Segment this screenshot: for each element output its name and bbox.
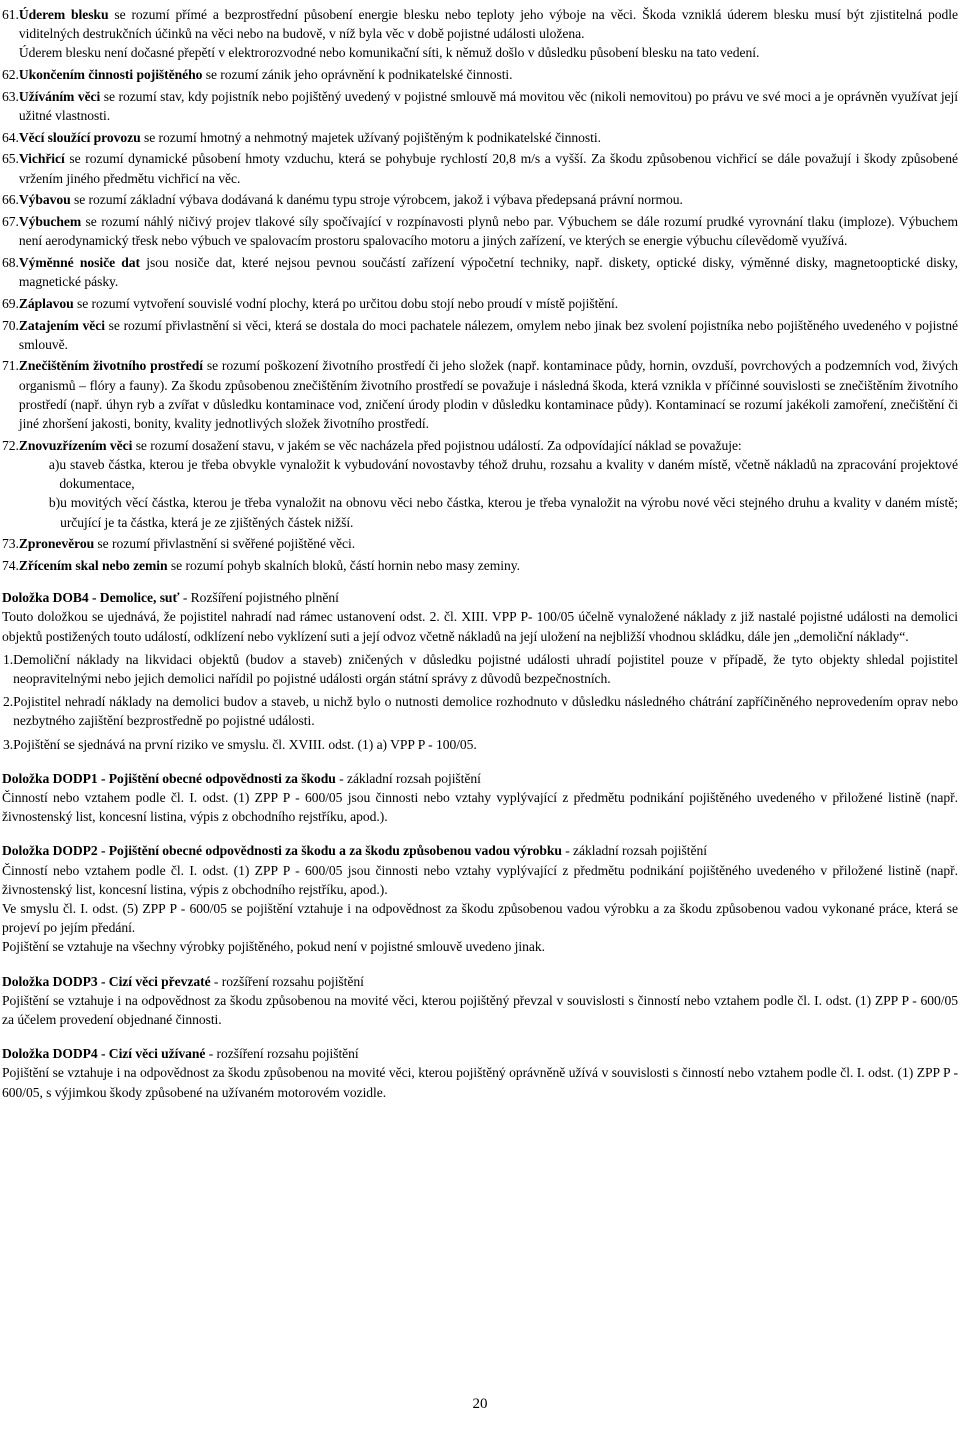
clause-title-suffix: - rozšíření rozsahu pojištění xyxy=(210,973,364,989)
definition-paragraph xyxy=(19,294,958,313)
definition-term: Výbavou xyxy=(18,192,71,208)
definition-body xyxy=(19,556,958,575)
definition-term: Vichřicí xyxy=(18,151,65,167)
definition-item xyxy=(2,190,958,209)
definition-number: 66. xyxy=(2,192,19,208)
definition-item xyxy=(2,436,958,532)
definition-body xyxy=(19,65,958,84)
definition-body xyxy=(19,212,958,250)
definition-number: 72. xyxy=(2,437,19,453)
clause-section xyxy=(2,588,958,754)
definition-number: 65. xyxy=(2,151,19,167)
subitem-label: a) xyxy=(48,456,60,472)
clause-paragraph: Činností nebo vztahem podle čl. I. odst. (1) ZPP P - 600/05 jsou činnosti nebo vztahy vyplývající z předmětu podnikání pojištěného uvedeného v přiložené listině (např. živnostenský list, koncesní listina, výpis z obchodního rejstříku, apod.). xyxy=(2,862,958,897)
numbered-text: Demoliční náklady na likvidaci objektů (budov a staveb) zničených v důsledku pojistné události uhradí pojistitel pouze v případě, že tyto objekty shledal pojistitel neopravitelnými nebo jejich demolici nařídil po pojistné události orgán státní správy z důvodů bezpečnostních. xyxy=(13,651,958,686)
clause-paragraph: Ve smyslu čl. I. odst. (5) ZPP P - 600/05 se pojištění vztahuje i na odpovědnost za škodu způsobenou vadou výrobku a za škodu způsobenou vadou vykonané práce, která se projeví po jejím předání. xyxy=(2,901,958,936)
definition-text: jsou nosiče dat, které nejsou pevnou součástí zařízení výpočetní techniky, např. diskety, optické disky, výměnné disky, magnetooptické disky, magnetické pásky. xyxy=(18,254,958,290)
clause-paragraph: Činností nebo vztahem podle čl. I. odst. (1) ZPP P - 600/05 jsou činnosti nebo vztahy vyplývající z předmětu podnikání pojištěného uvedeného v přiložené listině (např. živnostenský list, koncesní listina, výpis z obchodního rejstříku, apod.). xyxy=(2,790,958,825)
definition-term: Zatajením věci xyxy=(18,317,105,333)
definition-item xyxy=(2,556,958,575)
clause-paragraph: Pojištění se vztahuje na všechny výrobky pojištěného, pokud není v pojistné smlouvě uvedeno jinak. xyxy=(2,939,545,955)
definition-text: se rozumí základní výbava dodávaná k danému typu stroje výrobcem, jakož i výbava předepsaná právní normou. xyxy=(70,192,683,208)
definition-text: se rozumí náhlý ničivý projev tlakové síly spočívající v rozpínavosti plynů nebo par. Výbuchem se dále rozumí prudké vyrovnání tlaku (imploze). Výbuchem není aerodynamický třesk nebo výbuch ve spalovacím prostoru spalovacího motoru a jiných zařízení, ve kterých se energie výbuchu cílevědomě využívá. xyxy=(18,214,958,249)
definition-paragraph xyxy=(19,190,958,209)
definition-text: se rozumí stav, kdy pojistník nebo pojištěný uvedený v pojistné smlouvě má movitou věc (nikoli nemovitou) po právu ve své moci a je oprávněn využívat její užitné vlastnosti. xyxy=(18,88,958,124)
definition-paragraph xyxy=(19,356,958,433)
definition-item xyxy=(2,87,958,125)
definition-term: Ukončením činnosti pojištěného xyxy=(18,67,203,83)
clause-numbered-item xyxy=(2,692,958,730)
definition-item xyxy=(2,316,958,354)
clause-section xyxy=(2,972,958,1030)
clause-title-bold: Doložka DOB4 - Demolice, suť xyxy=(2,590,180,606)
clause-title-bold: Doložka DODP3 - Cizí věci převzaté xyxy=(2,973,211,989)
subitem-text: u movitých věcí částka, kterou je třeba vynaložit na obnovu věci nebo částka, kterou je třeba vynaložit na výrobu nové věci stejného druhu a kvality v daném místě; určující je ta částka, která je ze zjištěných částek nižší. xyxy=(60,495,958,530)
definition-number: 62. xyxy=(2,67,19,83)
definition-paragraph xyxy=(19,128,958,147)
definition-text: Úderem blesku není dočasné přepětí v elektrorozvodné nebo komunikační síti, k němuž došlo v důsledku působení blesku na tato vedení. xyxy=(18,45,760,61)
clause-numbered-item xyxy=(2,650,958,688)
definition-term: Užíváním věci xyxy=(18,88,101,104)
clause-paragraph: Pojištění se vztahuje i na odpovědnost za škodu způsobenou na movité věci, kterou pojištěný oprávněně užívá v souvislosti s činností nebo vztahem podle čl. I. odst. (1) ZPP P - 600/05, s výjimkou škody způsobené na užívaném motorovém vozidle. xyxy=(2,1065,958,1100)
definition-paragraph xyxy=(19,316,958,354)
clause-title xyxy=(2,1044,958,1063)
definition-item xyxy=(2,5,958,63)
definition-item xyxy=(2,294,958,313)
clause-title-suffix: - rozšíření rozsahu pojištění xyxy=(205,1046,359,1062)
definition-number: 70. xyxy=(2,317,19,333)
clause-title-suffix: - základní rozsah pojištění xyxy=(561,843,707,859)
numbered-text: Pojištění se sjednává na první riziko ve smyslu. čl. XVIII. odst. (1) a) VPP P - 100/05. xyxy=(13,736,477,752)
definition-body xyxy=(19,190,958,209)
definition-paragraph xyxy=(19,212,958,250)
clause-paragraph: Pojištění se vztahuje i na odpovědnost za škodu způsobenou na movité věci, kterou pojištěný převzal v souvislosti s činností nebo vztahem podle čl. I. odst. (1) ZPP P - 600/05 za účelem provedení objednané činnosti. xyxy=(2,992,958,1028)
clause-title-bold: Doložka DODP1 - Pojištění obecné odpovědnosti za škodu xyxy=(2,770,336,786)
numbered-label: 3. xyxy=(3,736,14,752)
definition-text: se rozumí dynamické působení hmoty vzduchu, která se pohybuje rychlostí 20,8 m/s a vyšší. Za škodu způsobenou vichřicí se dále považují i škody způsobené vržením jiného předmětu vichřicí na věc. xyxy=(18,151,958,186)
numbered-text: Pojistitel nehradí náklady na demolici budov a staveb, u nichž bylo o nutnosti demolice rozhodnuto v důsledku následného chátrání zapříčiněného neprovedením oprav nebo nezbytného zajištění bezprostředně po pojistné události. xyxy=(13,694,958,729)
definition-text: se rozumí přímé a bezprostřední působení energie blesku nebo teploty jeho výboje na věci. Škoda vzniklá úderem blesku musí být zjistitelná podle viditelných destrukčních účinků na věci nebo na budově, v níž byla věc v době pojistné události uložena. xyxy=(18,7,958,42)
subitem-label: b) xyxy=(48,495,61,511)
definition-text: se rozumí poškození životního prostředí či jeho složek (např. kontaminace půdy, hornin, ovzduší, povrchových a podzemních vod, živých organismů – flóry a fauny). Za škodu způsobenou znečištěním životního prostředí se považuje i následná škoda, která vznikla v příčinné souvislosti se znečištěním životního prostředí (např. úhyn ryb a zvířat v důsledku kontaminace vod, zničení úrody plodin v důsledku kontaminace půdy). Kontaminací se rozumí jakékoli zamoření, znečištění či jiné zhoršení jakosti, bonity, kvality jednotlivých složek životního prostředí. xyxy=(18,358,958,432)
definition-number: 68. xyxy=(2,254,19,270)
clause-paragraph: Touto doložkou se ujednává, že pojistitel nahradí nad rámec ustanovení odst. 2. čl. XIII. VPP P- 100/05 účelně vynaložené náklady z již nastalé pojistné události na demolici objektů postižených touto událostí, odklízení nebo vyklízení suti a její odvoz včetně nákladů na její uložení na nejbližší vhodnou skládku, dále jen „demoliční náklady“. xyxy=(2,609,958,644)
definition-body xyxy=(19,128,958,147)
clause-title-suffix: - základní rozsah pojištění xyxy=(335,770,481,786)
definition-paragraph xyxy=(19,436,958,455)
page-number: 20 xyxy=(472,1396,488,1412)
definition-item xyxy=(2,149,958,187)
definition-term: Znovuzřízením věci xyxy=(18,437,133,453)
definition-term: Výměnné nosiče dat xyxy=(18,254,141,270)
definition-number: 64. xyxy=(2,129,19,145)
definition-body xyxy=(19,436,958,532)
subitem-text: u staveb částka, kterou je třeba obvykle vynaložit k vybudování novostavby téhož druhu, rozsahu a kvality v daném místě, včetně nákladů na zpracování projektové dokumentace, xyxy=(59,456,958,492)
numbered-label: 1. xyxy=(3,651,14,667)
definition-text: se rozumí dosažení stavu, v jakém se věc nacházela před pojistnou událostí. Za odpovídající náklad se považuje: xyxy=(132,437,742,453)
clause-title-bold: Doložka DODP2 - Pojištění obecné odpovědnosti za škodu a za škodu způsobenou vadou výrobku xyxy=(2,843,562,859)
definition-text: se rozumí zánik jeho oprávnění k podnikatelské činnosti. xyxy=(202,67,513,83)
clause-title-suffix: - Rozšíření pojistného plnění xyxy=(179,590,339,606)
definition-number: 67. xyxy=(2,214,19,230)
definition-item xyxy=(2,356,958,433)
definition-paragraph xyxy=(19,43,958,62)
definition-item xyxy=(2,128,958,147)
clause-title xyxy=(2,841,958,860)
definition-text: se rozumí hmotný a nehmotný majetek užívaný pojištěným k podnikatelské činnosti. xyxy=(140,129,601,145)
definition-body xyxy=(19,5,958,63)
clause-title xyxy=(2,769,958,788)
definition-number: 73. xyxy=(2,536,19,552)
clause-section xyxy=(2,841,958,956)
definition-body xyxy=(19,356,958,433)
definition-term: Výbuchem xyxy=(18,214,82,230)
definition-paragraph xyxy=(19,5,958,43)
definition-number: 63. xyxy=(2,88,19,104)
clause-title-bold: Doložka DODP4 - Cizí věci užívané xyxy=(2,1046,206,1062)
definition-subitem xyxy=(49,493,958,531)
definition-body xyxy=(19,316,958,354)
definition-body xyxy=(19,253,958,291)
definition-text: se rozumí přivlastnění si svěřené pojištěné věci. xyxy=(94,536,356,552)
numbered-label: 2. xyxy=(3,694,14,710)
definition-term: Zřícením skal nebo zemin xyxy=(18,557,168,573)
definition-item xyxy=(2,534,958,553)
definitions-list xyxy=(2,5,958,575)
definition-term: Věcí sloužící provozu xyxy=(18,129,141,145)
clause-section xyxy=(2,1044,958,1102)
definition-number: 71. xyxy=(2,358,19,374)
clause-numbered-item xyxy=(2,735,958,754)
definition-paragraph xyxy=(19,65,958,84)
definition-number: 69. xyxy=(2,295,19,311)
clause-title xyxy=(2,972,958,991)
definition-term: Znečištěním životního prostředí xyxy=(18,358,204,374)
clauses-section xyxy=(2,588,958,1102)
definition-number: 61. xyxy=(2,7,19,22)
definition-text: se rozumí přivlastnění si věci, která se dostala do moci pachatele nálezem, omylem nebo jinak bez svolení pojistníka nebo pojištěného uvedeného v pojistné smlouvě. xyxy=(18,317,958,352)
definition-item xyxy=(2,253,958,291)
definition-paragraph xyxy=(19,253,958,291)
definition-text: se rozumí pohyb skalních bloků, částí hornin nebo masy zeminy. xyxy=(167,557,520,573)
definition-body xyxy=(19,534,958,553)
definition-paragraph xyxy=(19,87,958,125)
definition-body xyxy=(19,87,958,125)
definition-text: se rozumí vytvoření souvislé vodní plochy, která po určitou dobu stojí nebo proudí v místě pojištění. xyxy=(73,295,619,311)
clause-section xyxy=(2,769,958,827)
definition-paragraph xyxy=(19,556,958,575)
definition-number: 74. xyxy=(2,557,19,573)
definition-item xyxy=(2,212,958,250)
clause-title xyxy=(2,588,958,607)
definition-subitem xyxy=(49,455,958,493)
definition-term: Zpronevěrou xyxy=(18,536,95,552)
definition-term: Úderem blesku xyxy=(18,7,109,22)
definition-body xyxy=(19,294,958,313)
definition-paragraph xyxy=(19,534,958,553)
definition-body xyxy=(19,149,958,187)
definition-paragraph xyxy=(19,149,958,187)
definition-term: Záplavou xyxy=(18,295,74,311)
definition-item xyxy=(2,65,958,84)
